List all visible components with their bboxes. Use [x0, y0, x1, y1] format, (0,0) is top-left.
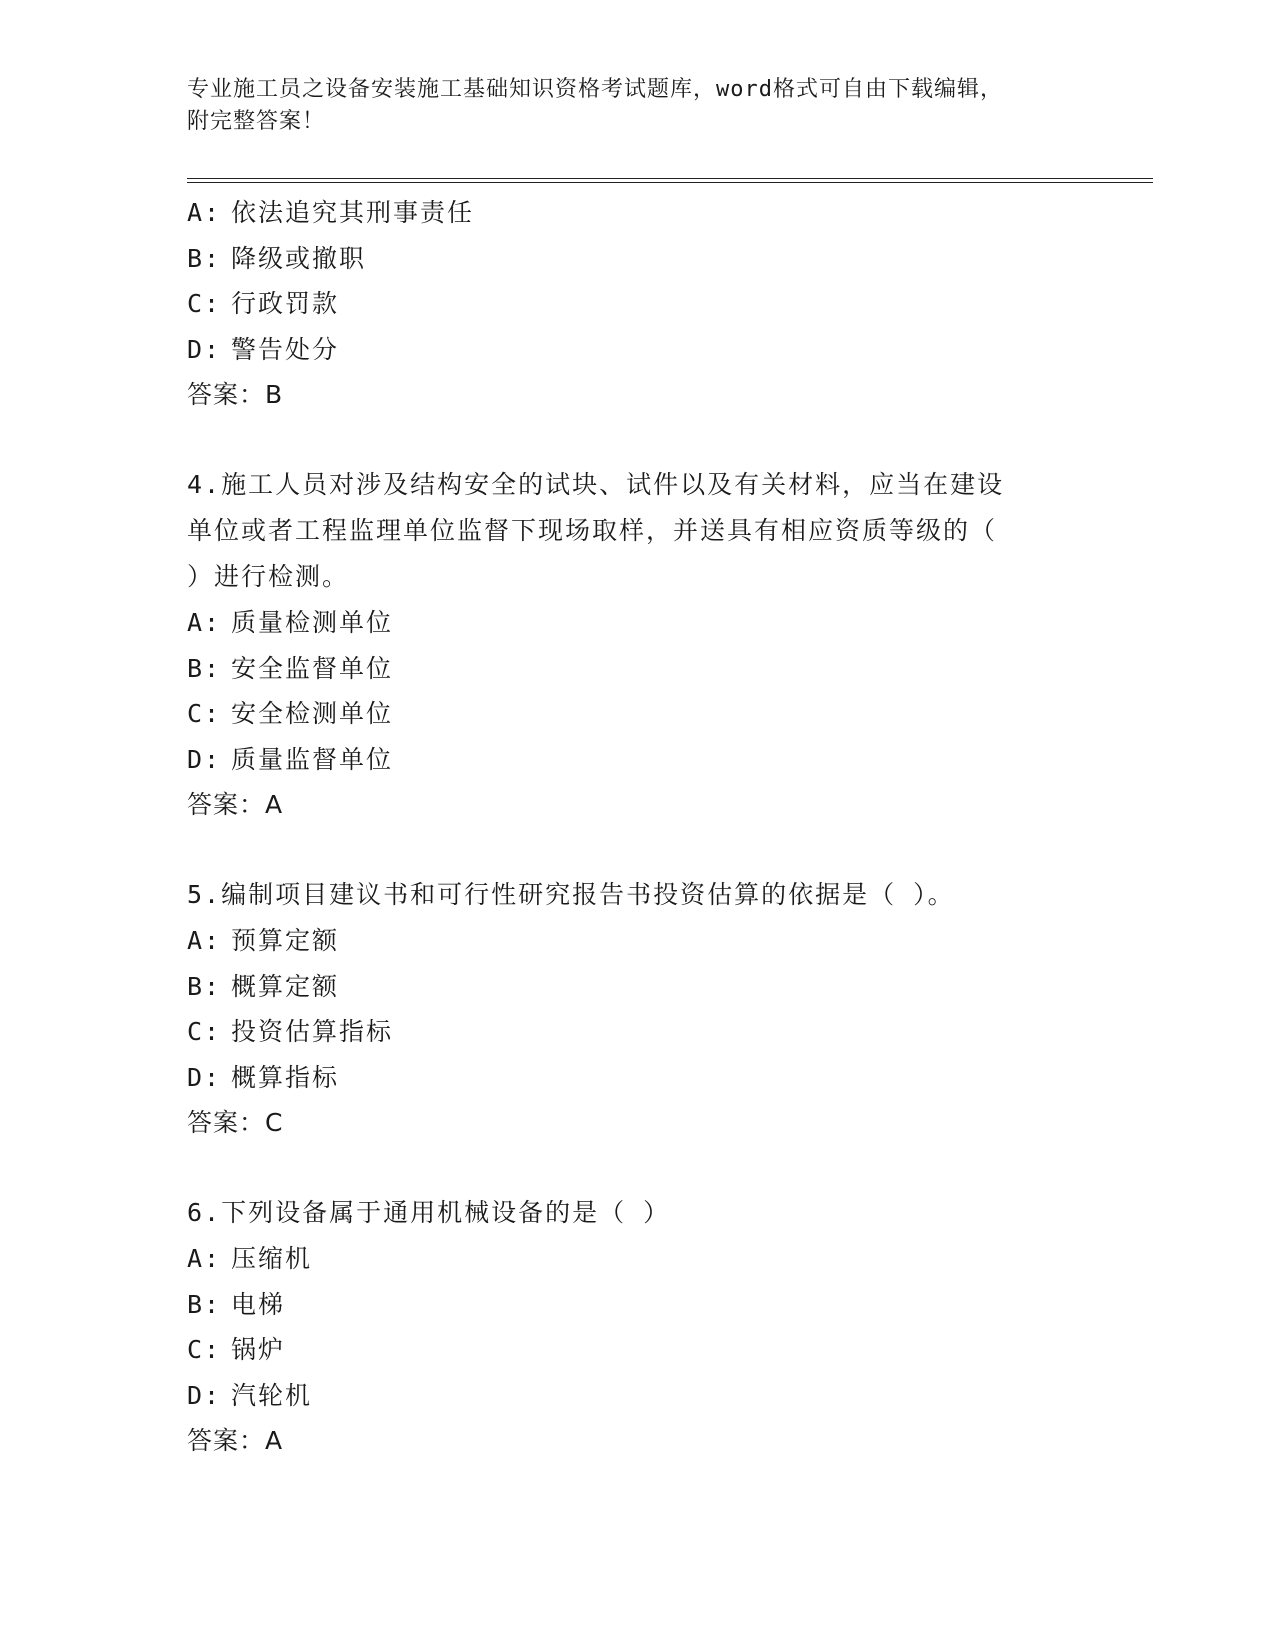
q4-option-c: C: 安全检测单位 [187, 699, 394, 728]
q3-answer: 答案：B [187, 380, 284, 409]
q6-option-d: D: 汽轮机 [187, 1380, 313, 1410]
q4-option-a: A: 质量检测单位 [187, 608, 394, 637]
q6-answer: 答案：A [187, 1426, 284, 1455]
q5-option-a: A: 预算定额 [187, 926, 340, 955]
q3-option-b: B: 降级或撤职 [187, 243, 367, 273]
header-divider-top [187, 178, 1153, 179]
header-line-1: 专业施工员之设备安装施工基础知识资格考试题库，word格式可自由下载编辑， [187, 77, 1003, 102]
q4-option-b: B: 安全监督单位 [187, 653, 394, 683]
q5-answer: 答案：C [187, 1108, 284, 1137]
header-line-2: 附完整答案！ [187, 109, 326, 134]
q4-stem-line-1: 4.施工人员对涉及结构安全的试块、试件以及有关材料，应当在建设 [187, 470, 1005, 499]
question-5 [187, 872, 1087, 1146]
q3-option-a: A: 依法追究其刑事责任 [187, 198, 475, 227]
q4-option-d: D: 质量监督单位 [187, 744, 394, 774]
question-list [187, 190, 1087, 1464]
question-4 [187, 462, 1087, 828]
question-6 [187, 1190, 1087, 1464]
q4-stem-line-3: ）进行检测。 [187, 562, 350, 591]
q6-option-c: C: 锅炉 [187, 1335, 286, 1364]
q5-option-d: D: 概算指标 [187, 1062, 340, 1092]
question-3 [187, 190, 1087, 418]
q6-option-a: A: 压缩机 [187, 1244, 313, 1273]
q6-stem-line-1: 6.下列设备属于通用机械设备的是（ ） [187, 1198, 671, 1227]
q4-stem-line-2: 单位或者工程监理单位监督下现场取样，并送具有相应资质等级的（ [187, 516, 998, 545]
q5-option-c: C: 投资估算指标 [187, 1017, 394, 1046]
document-header [187, 74, 1087, 138]
q3-option-d: D: 警告处分 [187, 334, 340, 364]
header-divider-bottom [187, 182, 1153, 183]
q5-stem-line-1: 5.编制项目建议书和可行性研究报告书投资估算的依据是（ ）。 [187, 880, 955, 909]
q4-answer: 答案：A [187, 790, 284, 819]
q3-option-c: C: 行政罚款 [187, 289, 340, 318]
q6-option-b: B: 电梯 [187, 1289, 286, 1319]
q5-option-b: B: 概算定额 [187, 971, 340, 1001]
